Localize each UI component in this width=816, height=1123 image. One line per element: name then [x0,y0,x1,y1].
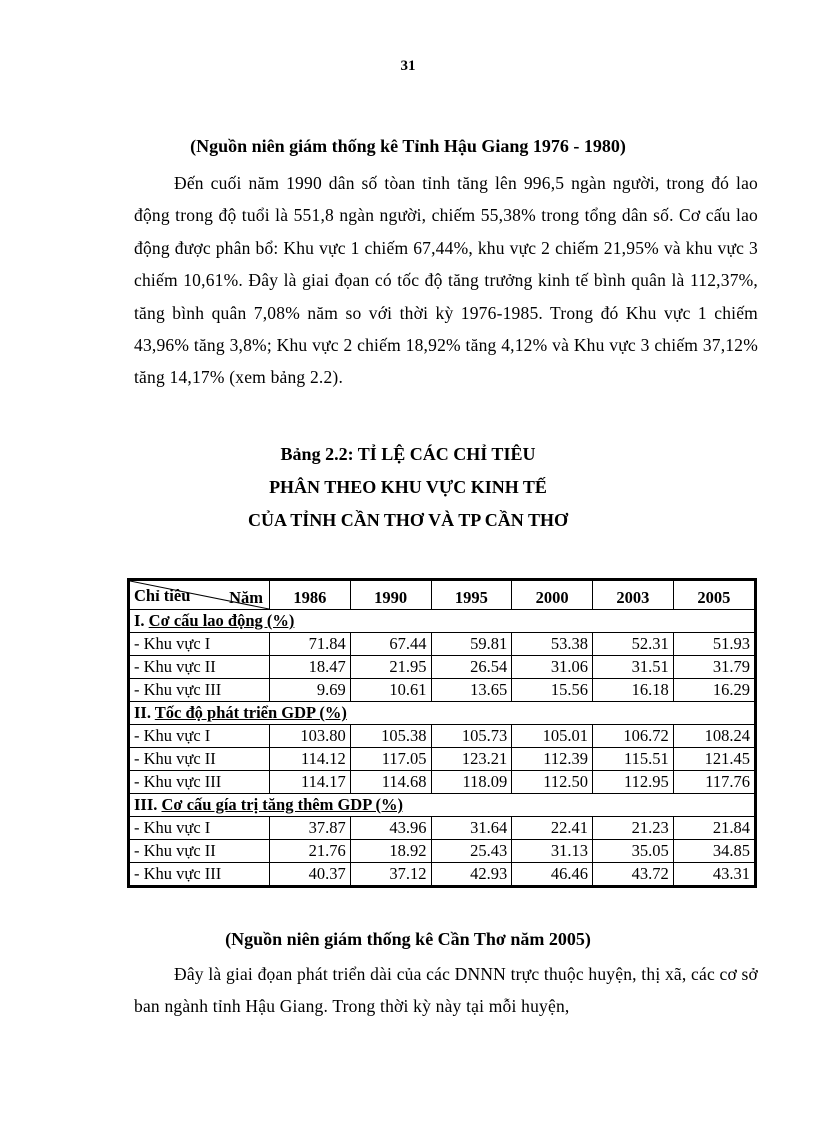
table-cell: 112.95 [593,771,674,794]
section-title: I. Cơ cấu lao động (%) [129,610,756,633]
table-cell: 43.72 [593,863,674,887]
table-cell: 123.21 [431,748,512,771]
corner-indicator-label: Chỉ tiêu [134,586,191,605]
table-cell: 112.50 [512,771,593,794]
table-row [129,863,756,887]
row-label: - Khu vực I [129,725,270,748]
source-note-bottom: (Nguồn niên giám thống kê Cần Thơ năm 2005) [225,929,591,949]
table-cell: 31.79 [673,656,755,679]
row-label: - Khu vực III [129,679,270,702]
table-cell: 16.18 [593,679,674,702]
table-cell: 121.45 [673,748,755,771]
table-cell: 105.73 [431,725,512,748]
year-header: 2003 [593,580,674,610]
table-cell: 42.93 [431,863,512,887]
table-header-row [129,580,756,610]
table-cell: 16.29 [673,679,755,702]
table-row [129,633,756,656]
section-header-row [129,794,756,817]
table-cell: 117.76 [673,771,755,794]
section-header-row [129,702,756,725]
table-cell: 25.43 [431,840,512,863]
table-cell: 10.61 [350,679,431,702]
table-cell: 9.69 [270,679,351,702]
corner-year-label: Năm [229,588,263,607]
table-row [129,679,756,702]
table-cell: 105.38 [350,725,431,748]
table-cell: 53.38 [512,633,593,656]
table-cell: 59.81 [431,633,512,656]
table-cell: 15.56 [512,679,593,702]
paragraph-development: Đây là giai đọan phát triển dài của các DNNN trực thuộc huyện, thị xã, các cơ sở ban ngành tỉnh Hậu Giang. Trong thời kỳ này tại mỗi huyện, [134,964,758,1017]
table-cell: 35.05 [593,840,674,863]
table-cell: 21.95 [350,656,431,679]
table-cell: 26.54 [431,656,512,679]
table-cell: 46.46 [512,863,593,887]
table-cell: 37.12 [350,863,431,887]
table-cell: 43.96 [350,817,431,840]
table-cell: 67.44 [350,633,431,656]
source-note-top: (Nguồn niên giám thống kê Tỉnh Hậu Giang 1976 - 1980) [190,136,626,156]
table-cell: 31.13 [512,840,593,863]
row-label: - Khu vực III [129,863,270,887]
year-header: 2000 [512,580,593,610]
table-row [129,748,756,771]
row-label: - Khu vực III [129,771,270,794]
table-cell: 106.72 [593,725,674,748]
table-cell: 31.64 [431,817,512,840]
table-row [129,771,756,794]
table-cell: 103.80 [270,725,351,748]
table-cell: 21.76 [270,840,351,863]
table-title-line-1: Bảng 2.2: TỈ LỆ CÁC CHỈ TIÊU [280,444,536,464]
table-cell: 43.31 [673,863,755,887]
table-row [129,725,756,748]
table-corner-cell [129,580,270,610]
table-cell: 37.87 [270,817,351,840]
table-cell: 22.41 [512,817,593,840]
table-cell: 40.37 [270,863,351,887]
table-title-line-2: PHÂN THEO KHU VỰC KINH TẾ [269,477,547,497]
row-label: - Khu vực I [129,633,270,656]
year-header: 1990 [350,580,431,610]
year-header: 2005 [673,580,755,610]
table-cell: 21.84 [673,817,755,840]
table-cell: 34.85 [673,840,755,863]
row-label: - Khu vực I [129,817,270,840]
table-cell: 13.65 [431,679,512,702]
section-title: III. Cơ cấu gía trị tăng thêm GDP (%) [129,794,756,817]
table-cell: 114.68 [350,771,431,794]
section-title: II. Tốc độ phát triển GDP (%) [129,702,756,725]
table-cell: 117.05 [350,748,431,771]
indicator-table [127,578,757,888]
row-label: - Khu vực II [129,840,270,863]
table-cell: 31.51 [593,656,674,679]
table-cell: 51.93 [673,633,755,656]
row-label: - Khu vực II [129,656,270,679]
table-row [129,817,756,840]
table-cell: 118.09 [431,771,512,794]
paragraph-population: Đến cuối năm 1990 dân số tòan tỉnh tăng lên 996,5 ngàn người, trong đó lao động trong độ tuổi là 551,8 ngàn người, chiếm 55,38% trong tổng dân số. Cơ cấu lao động được phân bổ: Khu vực 1 chiếm 67,44%, khu vực 2 chiếm 21,95% và khu vực 3 chiếm 10,61%. Đây là giai đọan có tốc độ tăng trưởng kinh tế bình quân là 112,37%, tăng bình quân 7,08% năm so với thời kỳ 1976-1985. Trong đó Khu vực 1 chiếm 43,96% tăng 3,8%; Khu vực 2 chiếm 18,92% tăng 4,12% và Khu vực 3 chiếm 37,12% tăng 14,17% (xem bảng 2.2). [134,173,758,388]
table-cell: 112.39 [512,748,593,771]
table-cell: 18.92 [350,840,431,863]
section-header-row [129,610,756,633]
table-cell: 52.31 [593,633,674,656]
year-header: 1995 [431,580,512,610]
page-number: 31 [400,58,416,74]
row-label: - Khu vực II [129,748,270,771]
table-cell: 105.01 [512,725,593,748]
table-cell: 114.17 [270,771,351,794]
table-row [129,656,756,679]
year-header: 1986 [270,580,351,610]
table-title-line-3: CỦA TỈNH CẦN THƠ VÀ TP CẦN THƠ [248,510,568,530]
table-cell: 71.84 [270,633,351,656]
table-cell: 108.24 [673,725,755,748]
table-cell: 31.06 [512,656,593,679]
table-row [129,840,756,863]
table-cell: 18.47 [270,656,351,679]
table-cell: 114.12 [270,748,351,771]
table-cell: 21.23 [593,817,674,840]
table-cell: 115.51 [593,748,674,771]
